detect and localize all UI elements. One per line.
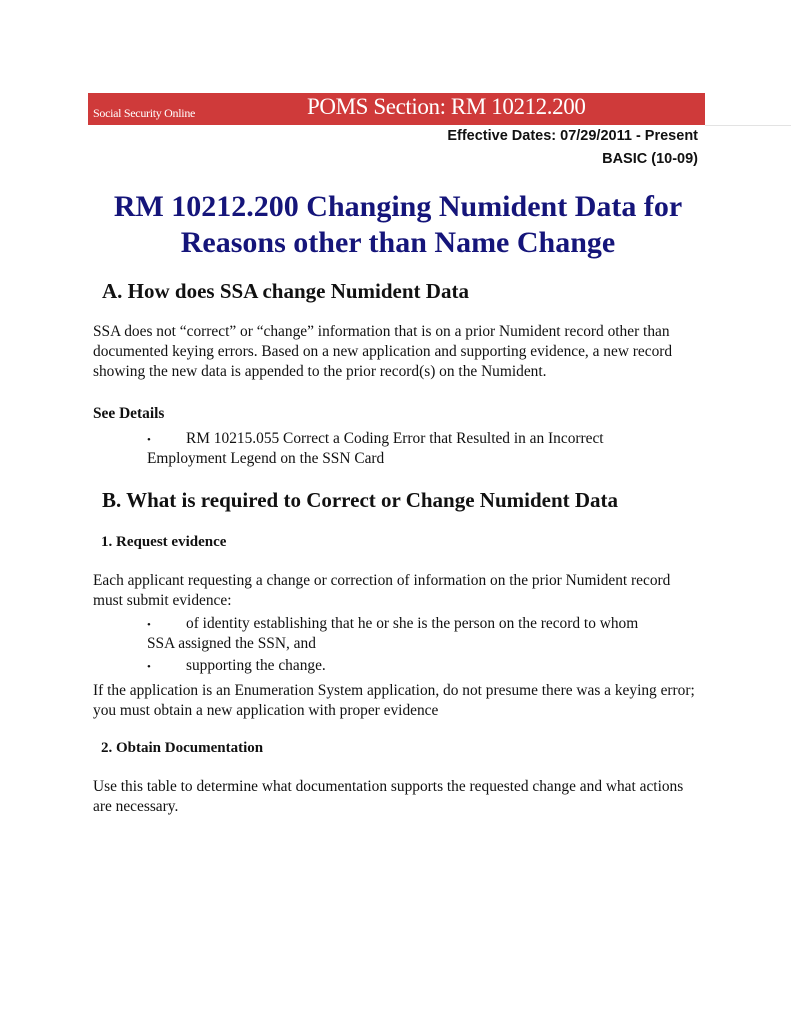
section-a-heading: A. How does SSA change Numident Data bbox=[102, 279, 469, 303]
request-evidence-heading: 1. Request evidence bbox=[101, 534, 227, 550]
see-details-label: See Details bbox=[93, 405, 165, 422]
request-evidence-paragraph: Each applicant requesting a change or correction of information on the prior Numident record must submit evidence: bbox=[93, 572, 671, 609]
evidence-list bbox=[0, 614, 667, 678]
obtain-documentation-heading: 2. Obtain Documentation bbox=[101, 740, 264, 756]
section-a-paragraph: SSA does not “correct” or “change” information that is on a prior Numident record other than documented keying errors. Based on a new application and supporting evidence, a new record showing the new data is appended to the prior record(s) on the Numident. bbox=[93, 323, 673, 380]
effective-dates: Effective Dates: 07/29/2011 - Present bbox=[447, 128, 698, 144]
site-name-link[interactable]: Social Security Online bbox=[93, 106, 196, 120]
details-list bbox=[0, 429, 667, 471]
poms-section-title: POMS Section: RM 10212.200 bbox=[307, 94, 586, 119]
obtain-documentation-paragraph: Use this table to determine what documentation supports the requested change and what actions are necessary. bbox=[93, 778, 684, 815]
details-link[interactable]: • RM 10215.055 Correct a Coding Error that Resulted in an Incorrect Employment Legend on the SSN Card bbox=[0, 429, 667, 469]
evidence-item: • of identity establishing that he or she is the person on the record to whom SSA assigned the SSN, and bbox=[0, 614, 667, 654]
banner-divider bbox=[705, 125, 791, 126]
page-title: RM 10212.200 Changing Numident Data for Reasons other than Name Change bbox=[113, 190, 683, 259]
enumeration-note: If the application is an Enumeration System application, do not presume there was a keying error; you must obtain a new application with proper evidence bbox=[93, 682, 695, 719]
evidence-item: • supporting the change. bbox=[0, 656, 667, 676]
basic-version: BASIC (10-09) bbox=[602, 151, 698, 167]
section-b-heading: B. What is required to Correct or Change Numident Data bbox=[102, 488, 619, 512]
poms-banner bbox=[88, 93, 705, 125]
